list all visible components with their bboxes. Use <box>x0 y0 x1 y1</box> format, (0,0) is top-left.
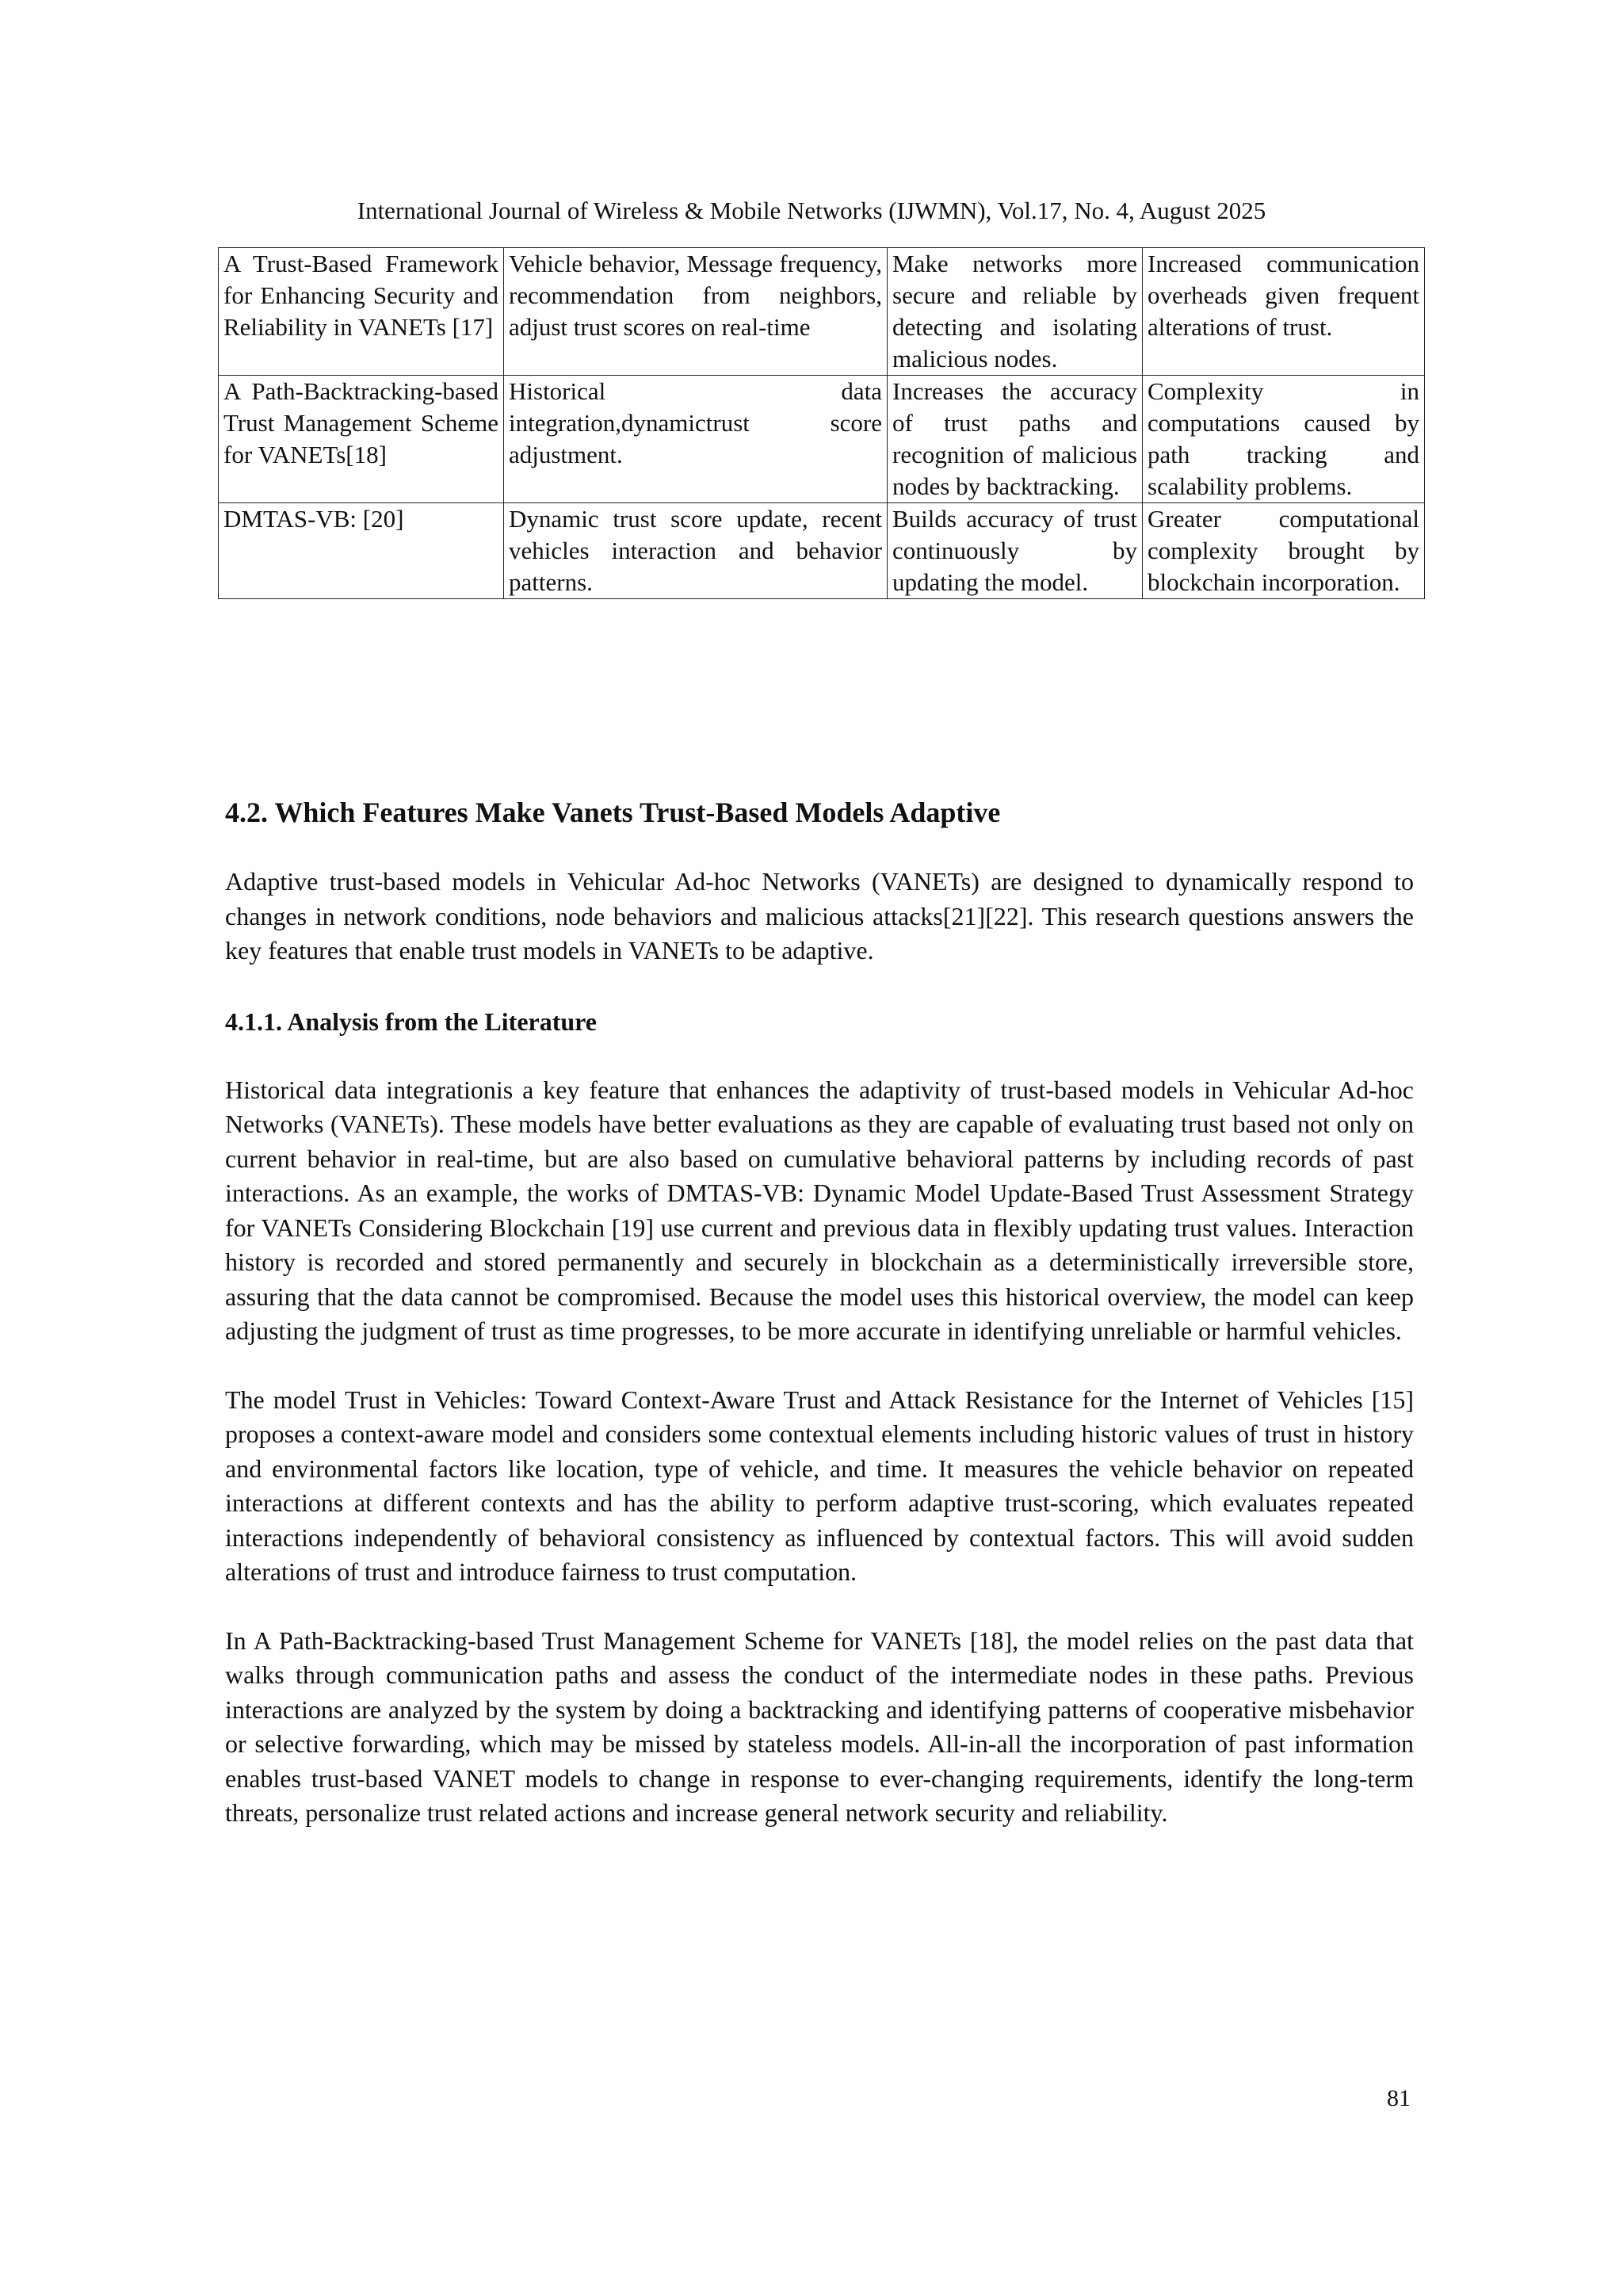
body-paragraph: Historical data integrationis a key feature that enhances the adaptivity of trust-based models in Vehicular Ad-hoc Networks (VANETs). These models have better evaluations as they are capable of evaluating trust based not only on current behavior in real-time, but are also based on cumulative behavioral patterns by including records of past interactions. As an example, the works of DMTAS-VB: Dynamic Model Update-Based Trust Assessment Strategy for VANETs Considering Blockchain [19] use current and previous data in flexibly updating trust values. Interaction history is recorded and stored permanently and securely in blockchain as a deterministically irreversible store, assuring that the data cannot be compromised. Because the model uses this historical overview, the model can keep adjusting the judgment of trust as time progresses, to be more accurate in identifying unreliable or harmful vehicles. <box>225 1075 1414 1345</box>
table-row <box>219 503 1425 599</box>
table-cell-strengths: Increases the accuracy of trust paths and recognition of malicious nodes by backtracking. <box>888 376 1143 503</box>
table-cell-features: Vehicle behavior, Message frequency, recommendation from neighbors, adjust trust scores on real-time <box>504 248 888 376</box>
comparison-table-continued <box>218 247 1425 599</box>
page-number: 81 <box>1387 2085 1411 2111</box>
table-cell-strengths: Builds accuracy of trust continuously by updating the model. <box>888 503 1143 599</box>
body-paragraph: The model Trust in Vehicles: Toward Context-Aware Trust and Attack Resistance for the Internet of Vehicles [15] proposes a context-aware model and considers some contextual elements including historic values of trust in history and environmental factors like location, type of vehicle, and time. It measures the vehicle behavior on repeated interactions at different contexts and has the ability to perform adaptive trust-scoring, which evaluates repeated interactions independently of behavioral consistency as influenced by contextual factors. This will avoid sudden alterations of trust and introduce fairness to trust computation. <box>225 1385 1414 1586</box>
table-row <box>219 248 1425 376</box>
section-heading: 4.2. Which Features Make Vanets Trust-Based Models Adaptive <box>225 797 1001 828</box>
table-cell-features: Historical data integration,dynamictrust score adjustment. <box>504 376 888 503</box>
table-row <box>219 376 1425 503</box>
running-header: International Journal of Wireless & Mobile Networks (IJWMN), Vol.17, No. 4, August 2025 <box>357 197 1266 224</box>
subsection-heading: 4.1.1. Analysis from the Literature <box>225 1007 597 1036</box>
body-paragraph: In A Path-Backtracking-based Trust Management Scheme for VANETs [18], the model relies on the past data that walks through communication paths and assess the conduct of the intermediate nodes in these paths. Previous interactions are analyzed by the system by doing a backtracking and identifying patterns of cooperative misbehavior or selective forwarding, which may be missed by stateless models. All-in-all the incorporation of past information enables trust-based VANET models to change in response to ever-changing requirements, identify the long-term threats, personalize trust related actions and increase general network security and reliability. <box>225 1626 1414 1827</box>
table-cell-limitations: Complexity in computations caused by path tracking and scalability problems. <box>1143 376 1425 503</box>
table-cell-limitations: Greater computational complexity brought by blockchain incorporation. <box>1143 503 1425 599</box>
table-cell-strengths: Make networks more secure and reliable by detecting and isolating malicious nodes. <box>888 248 1143 376</box>
table-cell-features: Dynamic trust score update, recent vehicles interaction and behavior patterns. <box>504 503 888 599</box>
section-intro-paragraph: Adaptive trust-based models in Vehicular Ad-hoc Networks (VANETs) are designed to dynamically respond to changes in network conditions, node behaviors and malicious attacks[21][22]. This research questions answers the key features that enable trust models in VANETs to be adaptive. <box>225 867 1414 965</box>
table-cell-model: DMTAS-VB: [20] <box>219 503 504 599</box>
body-content <box>225 794 1414 1831</box>
table-cell-model: A Trust-Based Framework for Enhancing Security and Reliability in VANETs [17] <box>219 248 504 376</box>
table-cell-limitations: Increased communication overheads given frequent alterations of trust. <box>1143 248 1425 376</box>
table-cell-model: A Path-Backtracking-based Trust Management Scheme for VANETs[18] <box>219 376 504 503</box>
